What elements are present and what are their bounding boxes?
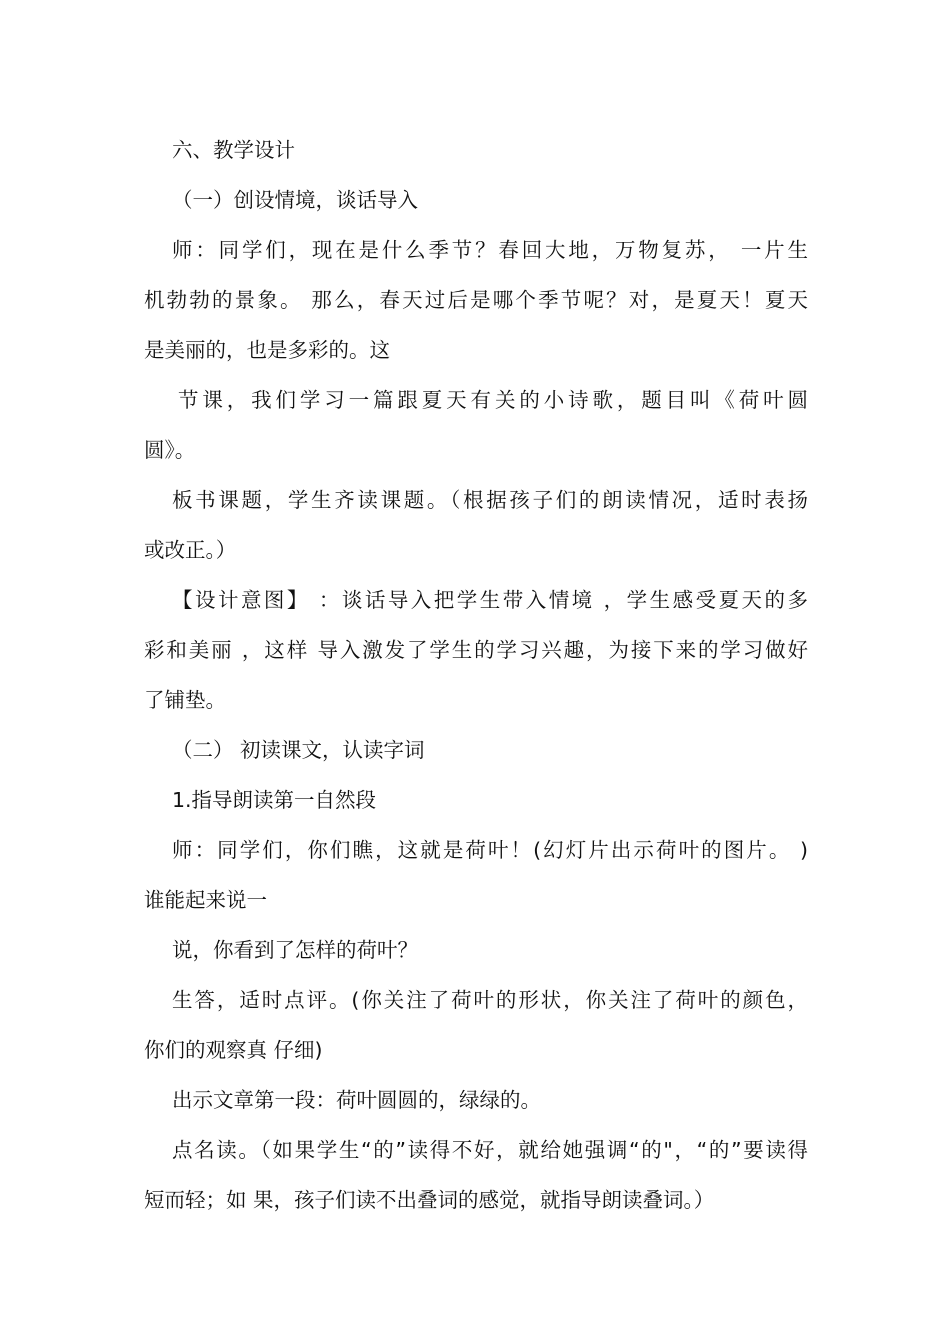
paragraph-line: 谁能起来说一	[144, 888, 267, 912]
design-intent-line: 【设计意图】 ：谈话导入把学生带入情境 ，学生感受夏天的多	[172, 588, 808, 612]
paragraph-line: 机勃勃的景象。 那么，春天过后是哪个季节呢？对，是夏天！夏天	[144, 288, 808, 312]
paragraph-line: 短而轻；如 果，孩子们读不出叠词的感觉，就指导朗读叠词。）	[144, 1188, 715, 1212]
paragraph-line: 是美丽的，也是多彩的。这	[144, 338, 390, 362]
subsection-heading-1: （一）创设情境，谈话导入	[172, 188, 418, 212]
step-heading: 1.指导朗读第一自然段	[172, 788, 377, 812]
paragraph-line: 圆》。	[144, 438, 196, 462]
paragraph-line: 师：同学们，你们瞧，这就是荷叶！(幻灯片出示荷叶的图片。 )	[172, 838, 808, 862]
paragraph-line: 板书课题，学生齐读课题。（根据孩子们的朗读情况，适时表扬	[172, 488, 808, 512]
paragraph-line: 出示文章第一段：荷叶圆圆的，绿绿的。	[172, 1088, 541, 1112]
paragraph-line: 或改正。）	[144, 538, 237, 562]
design-intent-line: 了铺垫。	[144, 688, 226, 712]
paragraph-line: 师：同学们，现在是什么季节？春回大地，万物复苏， 一片生	[172, 238, 808, 262]
subsection-heading-2: （二） 初读课文，认读字词	[172, 738, 425, 762]
paragraph-line: 生答，适时点评。(你关注了荷叶的形状，你关注了荷叶的颜色，	[172, 988, 808, 1012]
paragraph-line: 点名读。（如果学生“的”读得不好，就给她强调“的"，“的”要读得	[172, 1138, 808, 1162]
paragraph-line: 节课，我们学习一篇跟夏天有关的小诗歌，题目叫《荷叶圆	[178, 388, 808, 412]
paragraph-line: 说，你看到了怎样的荷叶？	[172, 938, 418, 962]
section-heading-teaching-design: 六、教学设计	[172, 138, 295, 162]
paragraph-line: 你们的观察真 仔细)	[144, 1038, 323, 1062]
design-intent-line: 彩和美丽 ，这样 导入激发了学生的学习兴趣，为接下来的学习做好	[144, 638, 808, 662]
